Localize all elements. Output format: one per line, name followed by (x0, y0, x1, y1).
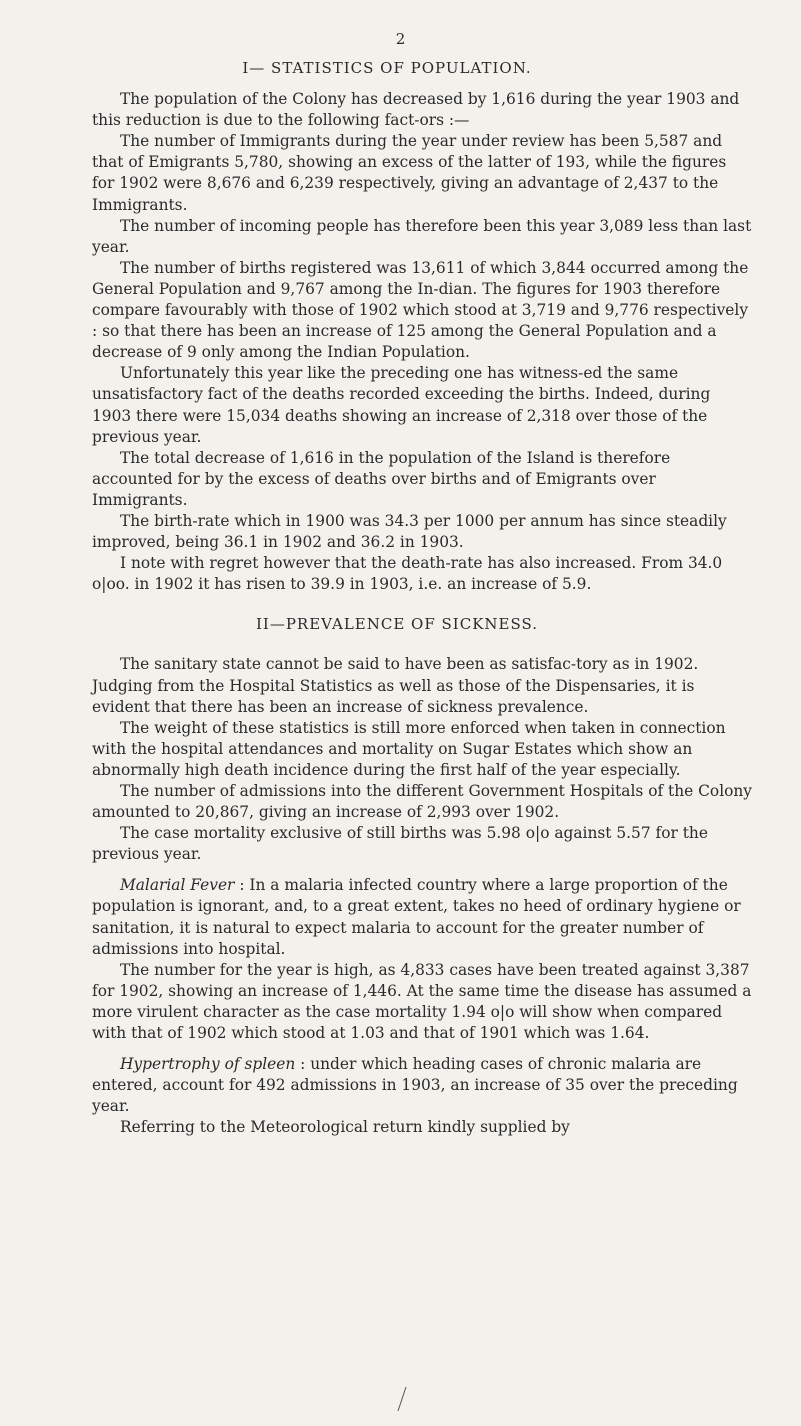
paragraph: The number of births registered was 13,611 of which 3,844 occurred among the General Population and 9,767 among the In-dian. The figures for 1903 therefore compare favourably with those of 1902 which stood at 3,719 and 9,776 respectively : so that there has been an increase of 125 among the General Population and a decrease of 9 only among the Indian Population. (92, 258, 749, 362)
section-heading-sickness: II—PREVALENCE OF SICKNESS. (255, 615, 539, 634)
paragraph: Referring to the Meteorological return kindly supplied by (120, 1118, 570, 1137)
page-number: 2 (395, 30, 406, 48)
malarial-fever-paragraph (92, 875, 752, 959)
spleen-title: Hypertrophy of spleen (120, 1055, 296, 1074)
malarial-fever-text: : In a malaria infected country where a large proportion of the population is ignorant, and, to a great extent, takes no heed of ordinary hygiene or sanitation, it is natural to expect malaria to account for the greater number of admissions into hospital. (92, 876, 741, 958)
page-mark (396, 1385, 408, 1413)
paragraph: The population of the Colony has decreased by 1,616 during the year 1903 and this reduction is due to the following fact-ors :— (92, 90, 740, 130)
document-body (92, 58, 752, 1139)
section-heading-population: I— STATISTICS OF POPULATION. (242, 59, 532, 77)
spleen-paragraph (92, 1054, 752, 1117)
paragraph: The sanitary state cannot be said to have been as satisfac-tory as in 1902. Judging from the Hospital Statistics as well as those of the Dispensaries, it is evident that there has been an increase of sickness prevalence. (92, 655, 699, 716)
malarial-fever-title: Malarial Fever (120, 876, 235, 895)
paragraph: The total decrease of 1,616 in the population of the Island is therefore accounted for by the excess of deaths over births and of Emigrants over Immigrants. (92, 448, 671, 509)
paragraph: The number of Immigrants during the year under review has been 5,587 and that of Emigrants 5,780, showing an excess of the latter of 193, while the figures for 1902 were 8,676 and 6,239 respectively, giving an advantage of 2,437 to the Immigrants. (92, 132, 727, 214)
paragraph: I note with regret however that the death-rate has also increased. From 34.0 o|oo. in 1902 it has risen to 39.9 in 1903, i.e. an increase of 5.9. (92, 554, 723, 594)
paragraph: The birth-rate which in 1900 was 34.3 per 1000 per annum has since steadily improved, being 36.1 in 1902 and 36.2 in 1903. (92, 511, 727, 552)
paragraph: The number for the year is high, as 4,833 cases have been treated against 3,387 for 1902, showing an increase of 1,446. At the same time the disease has assumed a more virulent character as the case mortality 1.94 o|o will show when compared with that of 1902 which stood at 1.03 and that of 1901 which was 1.64. (92, 960, 752, 1043)
paragraph: The weight of these statistics is still more enforced when taken in connection with the hospital attendances and mortality on Sugar Estates which show an abnormally high death incidence during the first half of the year especially. (92, 718, 726, 779)
paragraph: The case mortality exclusive of still births was 5.98 o|o against 5.57 for the previous year. (92, 824, 708, 864)
paragraph: Unfortunately this year like the preceding one has witness-ed the same unsatisfactory fact of the deaths recorded exceeding the births. Indeed, during 1903 there were 15,034 deaths showing an increase of 2,318 over those of the previous year. (92, 364, 711, 446)
spleen-text: : under which heading cases of chronic malaria are entered, account for 492 admissions in 1903, an increase of 35 over the preceding year. (92, 1055, 738, 1116)
paragraph: The number of incoming people has therefore been this year 3,089 less than last year. (92, 216, 752, 256)
paragraph: The number of admissions into the different Government Hospitals of the Colony amounted to 20,867, giving an increase of 2,993 over 1902. (92, 782, 752, 822)
